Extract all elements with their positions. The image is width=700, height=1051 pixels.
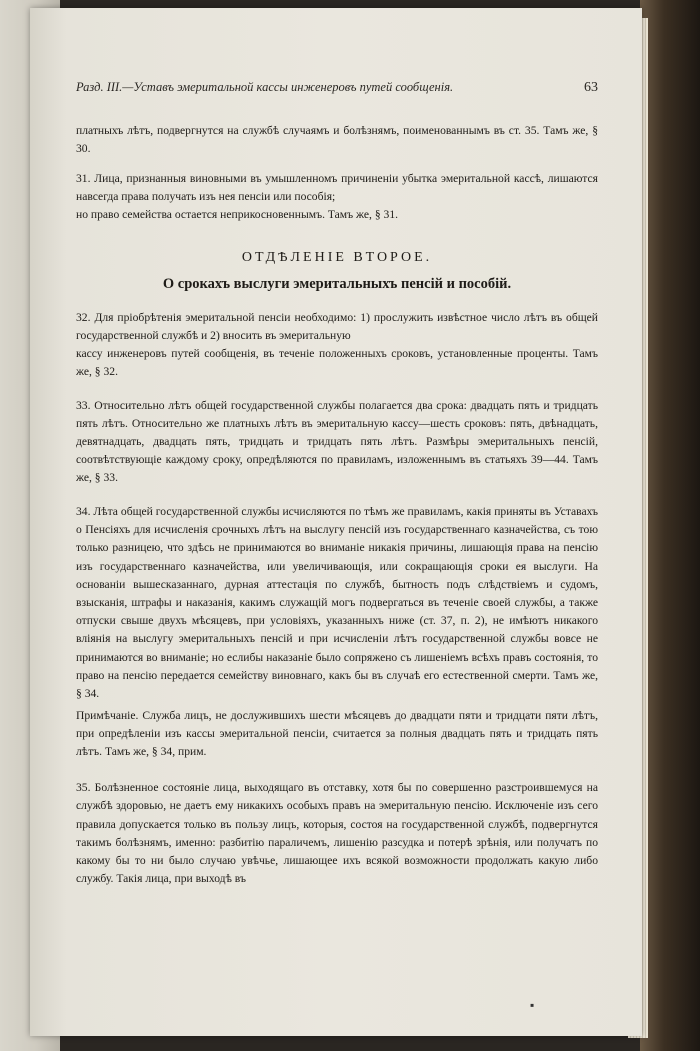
article-35: 35. Болѣзненное состояніе лица, выходящаго въ отставку, хотя бы по совершенно разстроившемуся на службѣ здоровью, не даетъ ему никакихъ особыхъ правъ на эмеритальную пенсію. Исключеніе изъ сего правила допускается только въ пользу лицъ, которыя, состоя на государственной службѣ, подвергнутся такимъ болѣзнямъ, именно: разбитію параличемъ, лишенію разсудка и потерѣ зрѣнія, или получатъ по какому бы то ни было случаю увѣчье, лишающее ихъ всякой возможности продолжать какую либо службу. Такія лица, при выходѣ въ — [76, 781, 598, 886]
article-34-note: Примѣчаніе. Служба лицъ, не дослужившихъ шести мѣсяцевъ до двадцати пяти и тридцати пяти лѣтъ, при опредѣленіи изъ кассы эмеритальной пенсіи, считается за полныя двадцать пять и тридцать пять лѣтъ. Тамъ же, § 34, прим. — [76, 709, 598, 759]
article-34: 34. Лѣта общей государственной службы исчисляются по тѣмъ же правиламъ, какія приняты въ Уставахъ о Пенсіяхъ для исчисленія срочныхъ лѣтъ на выслугу пенсій изъ государственнаго казначейства, съ тою только разницею, что здѣсь не принимаются во вниманіе никакія причины, лишающія права на пенсію изъ государственнаго казначейства, или увеличивающія, или сокращающія сроки ея выслуги. На основаніи вышесказаннаго, дурная аттестація по службѣ, бытность подъ слѣдствіемъ и судомъ, взысканія, штрафы и наказанія, какимъ служащій могъ подвергаться въ теченіе своей службы, а также отпуски свыше двухъ мѣсяцевъ, при условіяхъ, указанныхъ ниже (ст. 37, п. 2), не имѣютъ никакого вліянія на выслугу эмеритальныхъ пенсій и при исчисленіи лѣтъ государственной службы вовсе не принимаются во вниманіе; но еслибы наказаніе было сопряжено съ лишеніемъ всѣхъ правъ состоянія, то право на пенсію передается семейству виновнаго, какъ бы въ случаѣ его естественной смерти. Тамъ же, § 34. — [76, 505, 598, 701]
article-31: 31. Лица, признанныя виновными въ умышленномъ причиненіи убытка эмеритальной кассѣ, лишаются навсегда права получать изъ нея пенсіи или пособія; — [76, 172, 598, 203]
page-body — [76, 122, 598, 888]
running-title: Разд. III.—Уставъ эмеритальной кассы инженеровъ путей сообщенія. — [76, 80, 454, 94]
book-page — [30, 8, 642, 1036]
article-33: 33. Относительно лѣтъ общей государственной службы полагается два срока: двадцать пять и тридцать пять лѣтъ. Относительно же платныхъ лѣтъ въ эмеритальную кассу—шесть сроковъ: пять, двѣнадцать, девятнадцать, двадцать пять, тридцать и тридцать пять лѣтъ. Размѣры эмеритальныхъ пенсій, соотвѣтствующіе каждому сроку, опредѣляются по правиламъ, изложеннымъ въ статьяхъ 39—44. Тамъ же, § 33. — [76, 399, 598, 484]
article-32: 32. Для пріобрѣтенія эмеритальной пенсіи необходимо: 1) прослужить извѣстное число лѣтъ въ общей государственной службѣ и 2) вносить въ эмеритальную — [76, 311, 598, 342]
page-number: 63 — [584, 80, 598, 95]
section-title: ОТДѢЛЕНІЕ ВТОРОЕ. — [241, 250, 433, 265]
book-cover-edge — [640, 0, 700, 1051]
text-line: платныхъ лѣтъ, подвергнутся на службѣ случаямъ и болѣзнямъ, поименованнымъ въ ст. 35. Тамъ же, § 30. — [76, 124, 598, 155]
section-subtitle: О срокахъ выслуги эмеритальныхъ пенсій и пособій. — [162, 276, 512, 292]
signature-mark: ▪ — [530, 998, 535, 1012]
article-32-end: кассу инженеровъ путей сообщенія, въ теченіе положенныхъ сроковъ, установленные проценты. Тамъ же, § 32. — [76, 347, 598, 378]
running-header — [76, 80, 598, 96]
article-31-end: но право семейства остается неприкосновеннымъ. Тамъ же, § 31. — [76, 208, 399, 221]
